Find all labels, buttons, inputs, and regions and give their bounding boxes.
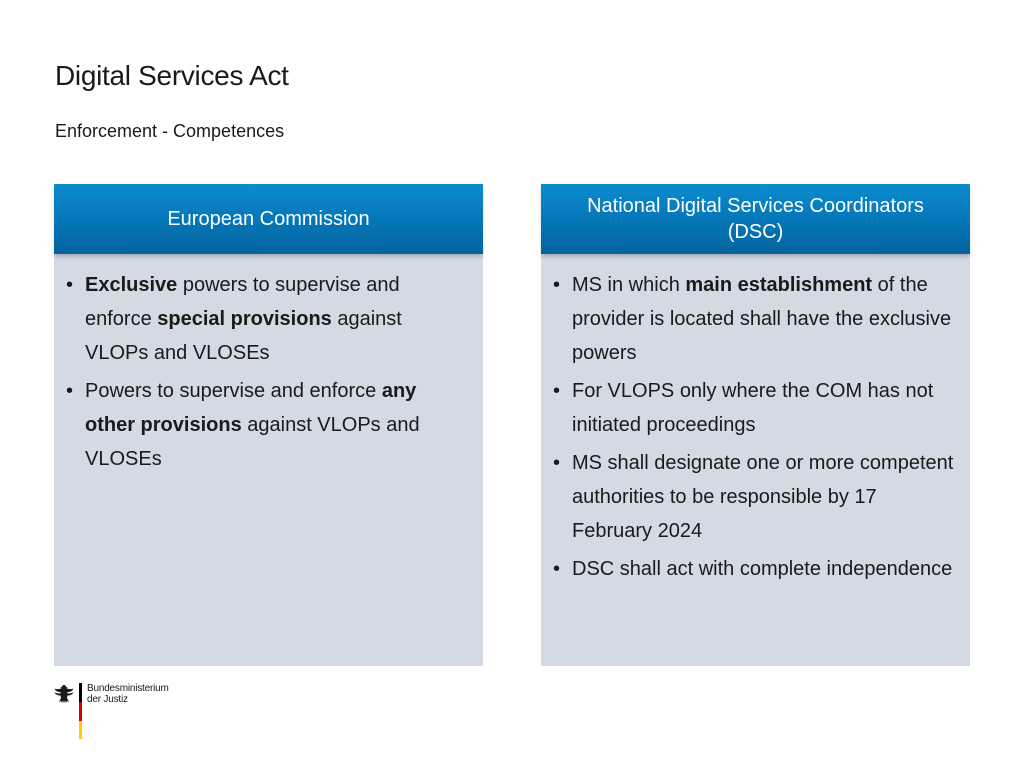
ministry-name-line2: der Justiz	[87, 694, 128, 705]
bullet-text: Powers to supervise and enforce	[85, 380, 382, 402]
flag-gold	[79, 721, 82, 739]
slide-subtitle: Enforcement - Competences	[55, 121, 285, 141]
federal-eagle-icon	[53, 683, 75, 705]
panel-national-dsc	[541, 184, 970, 666]
panel-header-national-dsc	[541, 184, 970, 254]
ministry-logo	[53, 683, 203, 741]
ministry-name-line1: Bundesministerium	[87, 683, 169, 694]
bullet-emphasis: special provisions	[157, 308, 332, 330]
bullet-item	[553, 268, 956, 370]
bullet-list-national-dsc	[541, 254, 970, 586]
slide-title: Digital Services Act	[55, 60, 289, 91]
bullet-item	[553, 374, 956, 442]
bullet-text: For VLOPS only where the COM has not initiated proceedings	[572, 380, 934, 436]
flag-black	[79, 683, 82, 702]
bullet-item	[553, 552, 956, 586]
panel-european-commission	[54, 184, 483, 666]
bullet-dot: •	[553, 380, 561, 402]
bullet-dot: •	[553, 558, 561, 580]
panel-header-european-commission	[54, 184, 483, 254]
bullet-item	[66, 268, 469, 370]
bullet-text: MS shall designate one or more competent authorities to be responsible by 17 February 2024	[572, 452, 954, 542]
bullet-dot: •	[553, 274, 561, 296]
flag-red	[79, 702, 82, 721]
bullet-emphasis: Exclusive	[85, 274, 178, 296]
bullet-text: against VLOPs and VLOSEs	[85, 308, 402, 364]
bullet-dot: •	[66, 274, 74, 296]
panel-header-label: National Digital Services Coordinators (DSC)	[587, 195, 924, 243]
bullet-text: of the provider is located shall have the exclusive powers	[572, 274, 952, 364]
bullet-item	[66, 374, 469, 476]
bullet-text: powers to supervise and enforce	[85, 274, 400, 330]
bullet-dot: •	[553, 452, 561, 474]
bullet-item	[553, 446, 956, 548]
bullet-text: DSC shall act with complete independence	[572, 558, 953, 580]
bullet-text: MS in which	[572, 274, 686, 296]
bullet-list-european-commission	[54, 254, 483, 476]
flag-stripe	[79, 683, 82, 739]
panel-header-label: European Commission	[167, 208, 370, 230]
bullet-emphasis: main establishment	[685, 274, 873, 296]
ministry-name	[87, 683, 169, 705]
bullet-dot: •	[66, 380, 74, 402]
bullet-text: against VLOPs and VLOSEs	[85, 414, 420, 470]
bullet-emphasis: any other provisions	[85, 380, 417, 436]
